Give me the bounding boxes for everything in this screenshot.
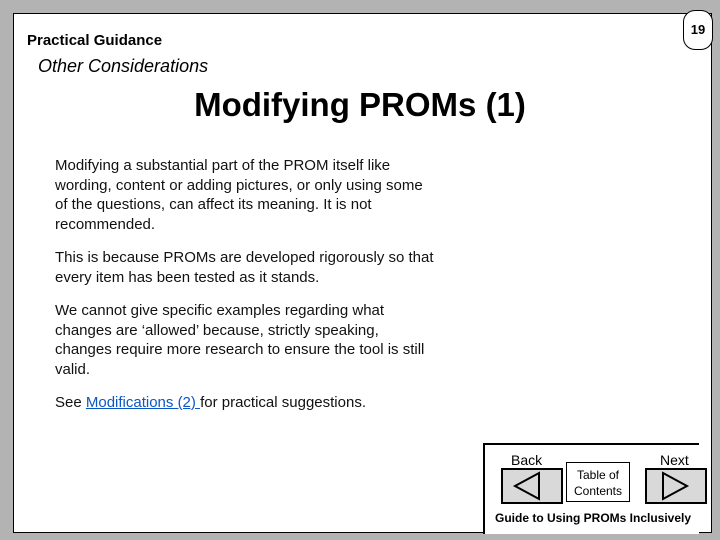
paragraph-1: Modifying a substantial part of the PROM itself like wording, content or adding pictures, or only using some of the questions, can affect its meaning. It is not recommended. <box>55 157 423 233</box>
see-suffix: for practical suggestions. <box>200 394 366 411</box>
footer-text: Guide to Using PROMs Inclusively <box>495 511 692 525</box>
toc-label-line2: Contents <box>573 484 623 498</box>
subsection-heading: Other Considerations <box>38 56 209 76</box>
section-heading: Practical Guidance <box>27 32 163 49</box>
page-number: 19 <box>683 10 713 50</box>
page-title: Modifying PROMs (1) <box>194 86 526 123</box>
triangle-left-icon <box>503 470 561 502</box>
modifications-2-link[interactable]: Modifications (2) <box>85 394 201 411</box>
paragraph-2: This is because PROMs are developed rigorously so that every item has been tested as it stands. <box>55 249 434 286</box>
back-label: Back <box>511 452 543 468</box>
toc-label-line1: Table of <box>576 468 620 482</box>
next-label: Next <box>660 452 689 468</box>
see-also-paragraph <box>55 393 435 413</box>
see-prefix: See <box>55 394 86 411</box>
next-button[interactable] <box>645 468 707 504</box>
body-text <box>55 156 435 427</box>
table-of-contents-button[interactable] <box>566 462 630 502</box>
triangle-right-icon <box>647 470 705 502</box>
back-button[interactable] <box>501 468 563 504</box>
paragraph-3: We cannot give specific examples regarding what changes are ‘allowed’ because, strictly speaking, changes require more research to ensure the tool is still valid. <box>55 302 425 378</box>
